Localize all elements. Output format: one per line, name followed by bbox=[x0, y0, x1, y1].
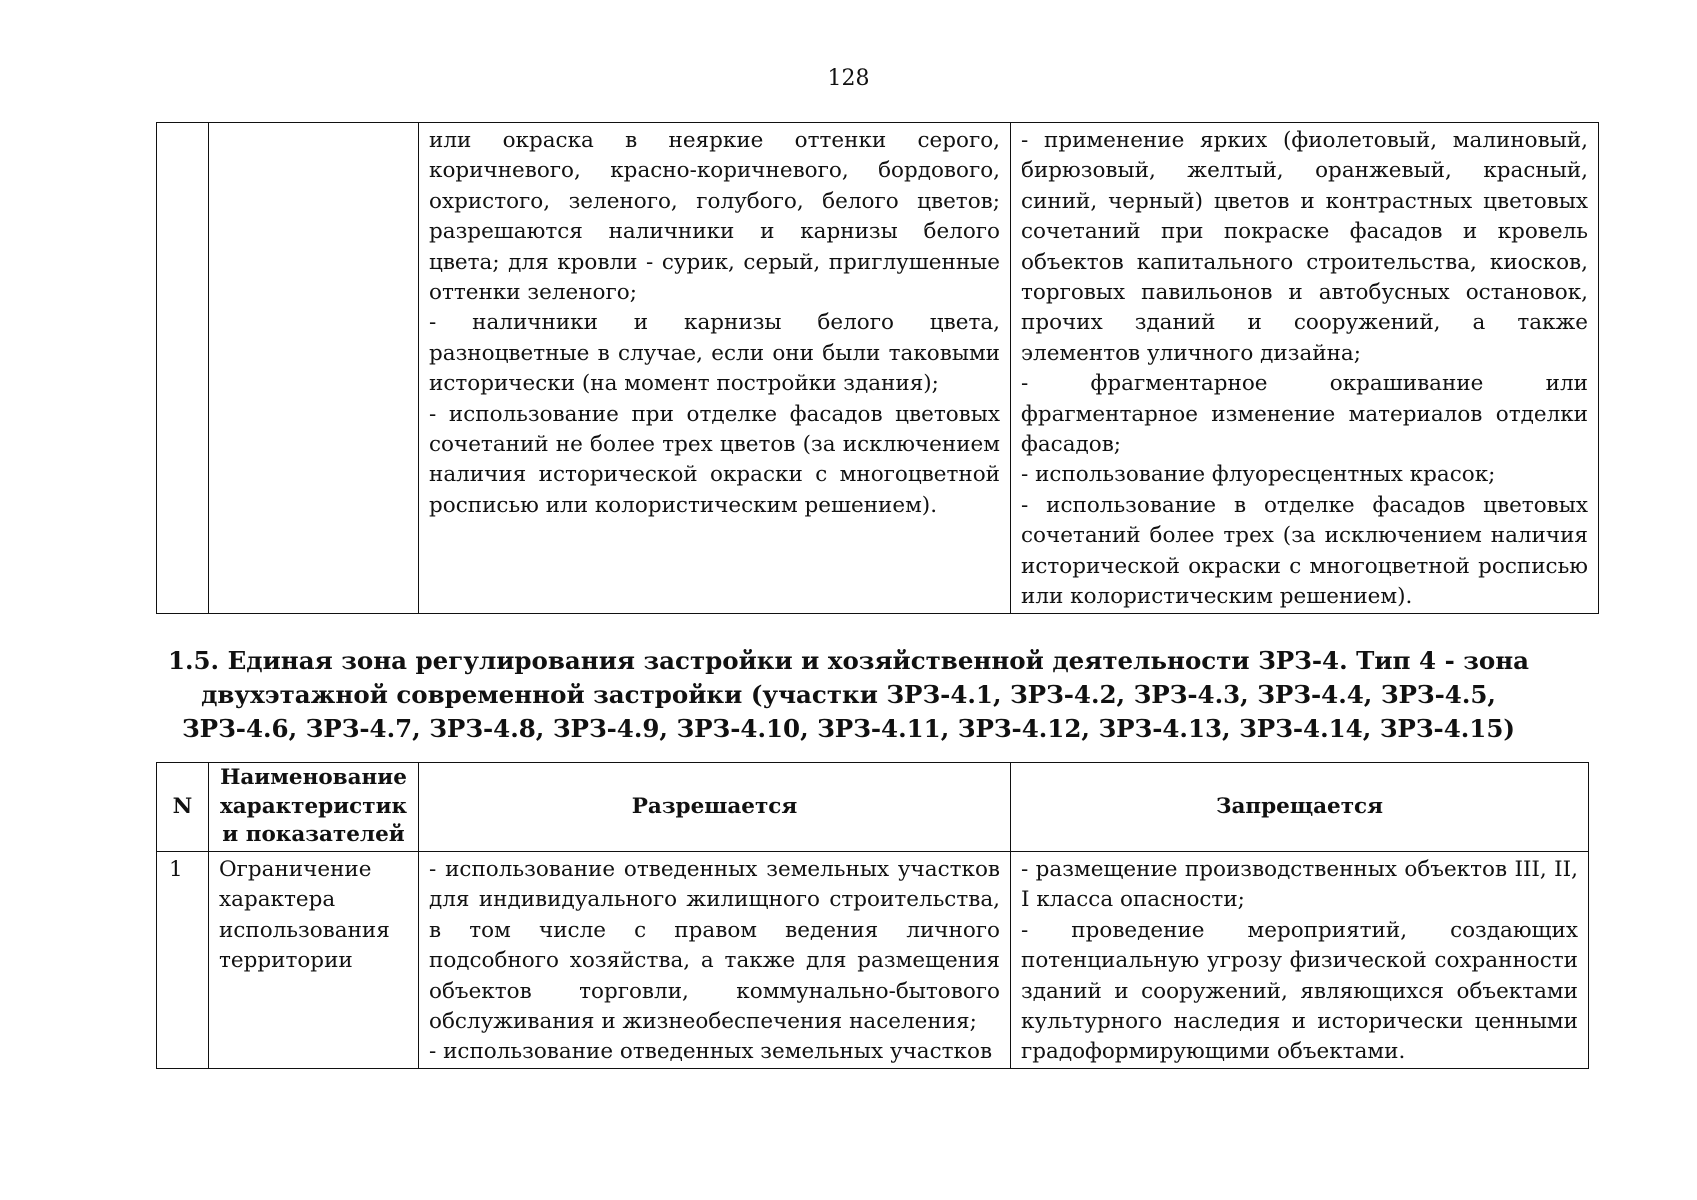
row-forbidden-cell bbox=[1011, 852, 1589, 1069]
forbidden-paragraph: - применение ярких (фиолетовый, малиновый, бирюзовый, желтый, оранжевый, красный, синий, черный) цветов и контрастных цветовых сочетаний при покраске фасадов и кровель объектов капитального строительства, киосков, торговых павильонов и автобусных остановок, прочих зданий и сооружений, а также элементов уличного дизайна; bbox=[1021, 128, 1588, 366]
zone-regulations-table bbox=[156, 762, 1589, 1069]
forbidden-paragraph: - использование в отделке фасадов цветовых сочетаний более трех (за исключением наличия исторической окраски с многоцветной росписью или колористическим решением). bbox=[1021, 492, 1588, 610]
allowed-paragraph: - наличники и карнизы белого цвета, разноцветные в случае, если они были таковыми исторически (на момент постройки здания); bbox=[429, 310, 1000, 397]
row-characteristic: Ограничение характера использования территории bbox=[209, 852, 419, 1069]
section-heading: 1.5. Единая зона регулирования застройки и хозяйственной деятельности ЗРЗ-4. Тип 4 - зона двухэтажной современной застройки (участки ЗРЗ-4.1, ЗРЗ-4.2, ЗРЗ-4.3, ЗРЗ-4.4, ЗРЗ-4.5, ЗРЗ-4.6, ЗРЗ-4.7, ЗРЗ-4.8, ЗРЗ-4.9, ЗРЗ-4.10, ЗРЗ-4.11, ЗРЗ-4.12, ЗРЗ-4.13, ЗРЗ-4.14, ЗРЗ-4.15) bbox=[167, 646, 1530, 743]
row-allowed-cell bbox=[419, 852, 1011, 1069]
page-number: 128 bbox=[827, 66, 870, 91]
table-header-row bbox=[157, 763, 1589, 852]
characteristic-cell bbox=[209, 123, 419, 614]
table-row bbox=[157, 852, 1589, 1069]
header-characteristics: Наименование характеристик и показателей bbox=[209, 763, 419, 852]
forbidden-paragraph: - проведение мероприятий, создающих потенциальную угрозу физической сохранности зданий и сооружений, являющихся объектами культурного наследия и исторически ценными градоформирующими объектами. bbox=[1021, 917, 1578, 1065]
forbidden-cell bbox=[1011, 123, 1599, 614]
row-number: 1 bbox=[157, 852, 209, 1069]
header-number: N bbox=[157, 763, 209, 852]
forbidden-paragraph: - фрагментарное окрашивание или фрагментарное изменение материалов отделки фасадов; bbox=[1021, 371, 1588, 458]
number-cell bbox=[157, 123, 209, 614]
table-row bbox=[157, 123, 1599, 614]
header-allowed: Разрешается bbox=[419, 763, 1011, 852]
allowed-paragraph: - использование отведенных земельных участков bbox=[429, 1039, 993, 1065]
allowed-paragraph: - использование отведенных земельных участков для индивидуального жилищного строительства, в том числе с правом ведения личного подсобного хозяйства, а также для размещения объектов торговли, коммунально-бытового обслуживания и жизнеобеспечения населения; bbox=[429, 857, 1000, 1035]
forbidden-paragraph: - размещение производственных объектов III, II, I класса опасности; bbox=[1021, 857, 1578, 913]
forbidden-paragraph: - использование флуоресцентных красок; bbox=[1021, 462, 1496, 488]
continued-regulations-table bbox=[156, 122, 1599, 614]
allowed-paragraph: - использование при отделке фасадов цветовых сочетаний не более трех цветов (за исключением наличия исторической окраски с многоцветной росписью или колористическим решением). bbox=[429, 401, 1000, 518]
allowed-paragraph: или окраска в неяркие оттенки серого, коричневого, красно-коричневого, бордового, охристого, зеленого, голубого, белого цветов; разрешаются наличники и карнизы белого цвета; для кровли - сурик, серый, приглушенные оттенки зеленого; bbox=[429, 128, 1000, 306]
header-forbidden: Запрещается bbox=[1011, 763, 1589, 852]
allowed-cell bbox=[419, 123, 1011, 614]
